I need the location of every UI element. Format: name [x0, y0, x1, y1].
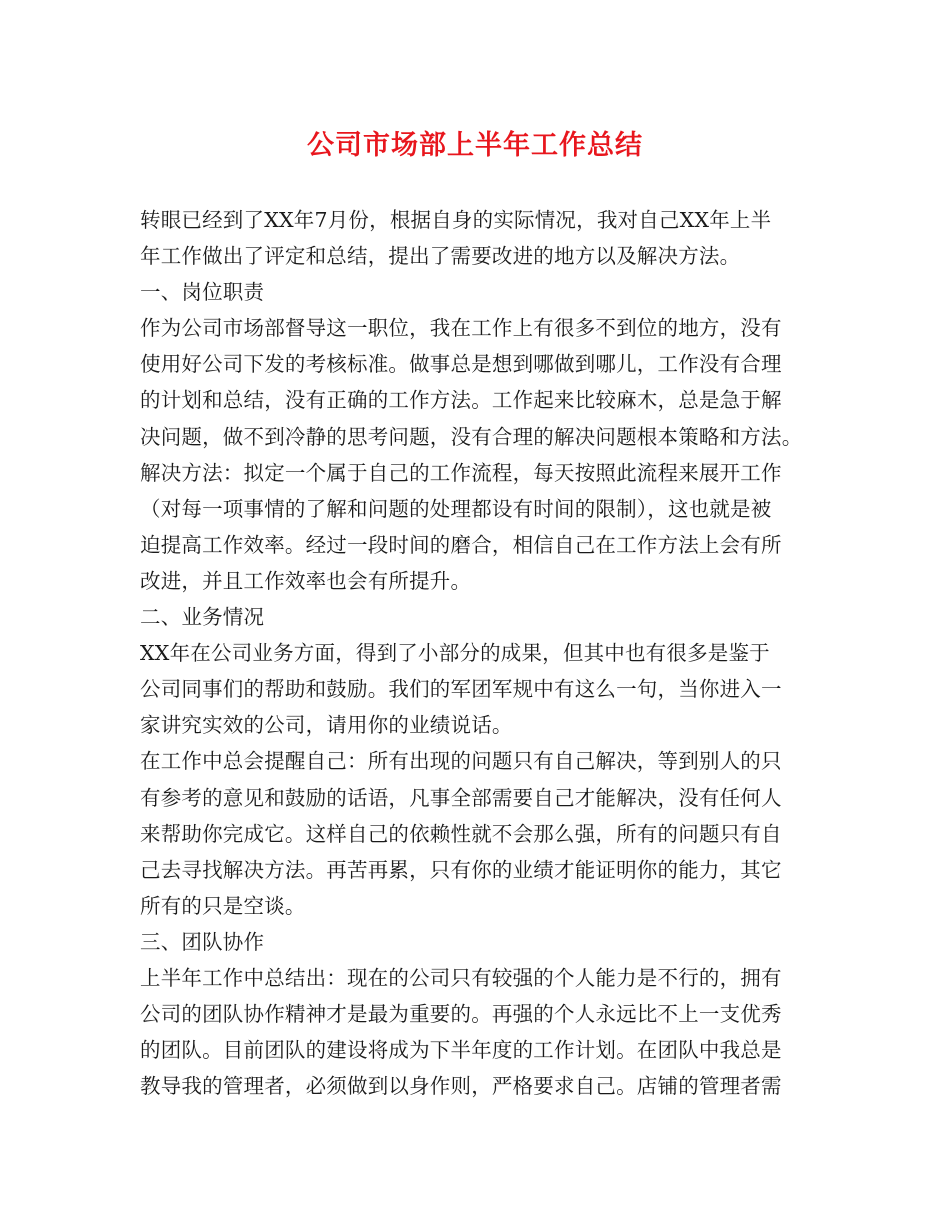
body-line: 迫提高工作效率。经过一段时间的磨合，相信自己在工作方法上会有所: [140, 532, 782, 557]
body-line: 转眼已经到了XX年7月份，根据自身的实际情况，我对自己XX年上半: [140, 208, 772, 232]
body-line: 决问题，做不到冷静的思考问题，没有合理的解决问题根本策略和方法。: [140, 424, 803, 449]
body-line: 年工作做出了评定和总结，提出了需要改进的地方以及解决方法。: [140, 244, 741, 269]
section-heading: 二、业务情况: [140, 605, 265, 630]
body-line: 教导我的管理者，必须做到以身作则，严格要求自己。店铺的管理者需: [140, 1074, 782, 1099]
body-line: 的计划和总结，没有正确的工作方法。工作起来比较麻木，总是急于解: [140, 388, 782, 413]
body-line: 解决方法：拟定一个属于自己的工作流程，每天按照此流程来展开工作: [140, 460, 782, 485]
document-title: 公司市场部上半年工作总结: [307, 130, 643, 161]
body-line: 公司同事们的帮助和鼓励。我们的军团军规中有这么一句，当你进入一: [140, 677, 782, 702]
body-line: 作为公司市场部督导这一职位，我在工作上有很多不到位的地方，没有: [140, 316, 782, 341]
body-line: （对每一项事情的了解和问题的处理都设有时间的限制），这也就是被: [140, 496, 772, 521]
body-line: 改进，并且工作效率也会有所提升。: [140, 568, 472, 593]
body-line: 有参考的意见和鼓励的话语，凡事全部需要自己才能解决，没有任何人: [140, 785, 782, 810]
body-line: 己去寻找解决方法。再苦再累，只有你的业绩才能证明你的能力，其它: [140, 857, 782, 882]
document-body: [140, 202, 820, 1104]
body-line: 上半年工作中总结出：现在的公司只有较强的个人能力是不行的，拥有: [140, 965, 782, 990]
body-line: 在工作中总会提醒自己：所有出现的问题只有自己解决，等到别人的只: [140, 749, 782, 774]
section-heading: 一、岗位职责: [140, 280, 265, 305]
section-heading: 三、团队协作: [140, 929, 265, 954]
body-line: 公司的团队协作精神才是最为重要的。再强的个人永远比不上一支优秀: [140, 1002, 782, 1027]
body-line: 使用好公司下发的考核标准。做事总是想到哪做到哪儿，工作没有合理: [140, 352, 782, 377]
body-line: XX年在公司业务方面，得到了小部分的成果，但其中也有很多是鉴于: [140, 641, 770, 666]
body-line: 来帮助你完成它。这样自己的依赖性就不会那么强，所有的问题只有自: [140, 821, 782, 846]
body-line: 所有的只是空谈。: [140, 893, 306, 918]
body-line: 的团队。目前团队的建设将成为下半年度的工作计划。在团队中我总是: [140, 1038, 782, 1063]
body-line: 家讲究实效的公司，请用你的业绩说话。: [140, 713, 513, 738]
